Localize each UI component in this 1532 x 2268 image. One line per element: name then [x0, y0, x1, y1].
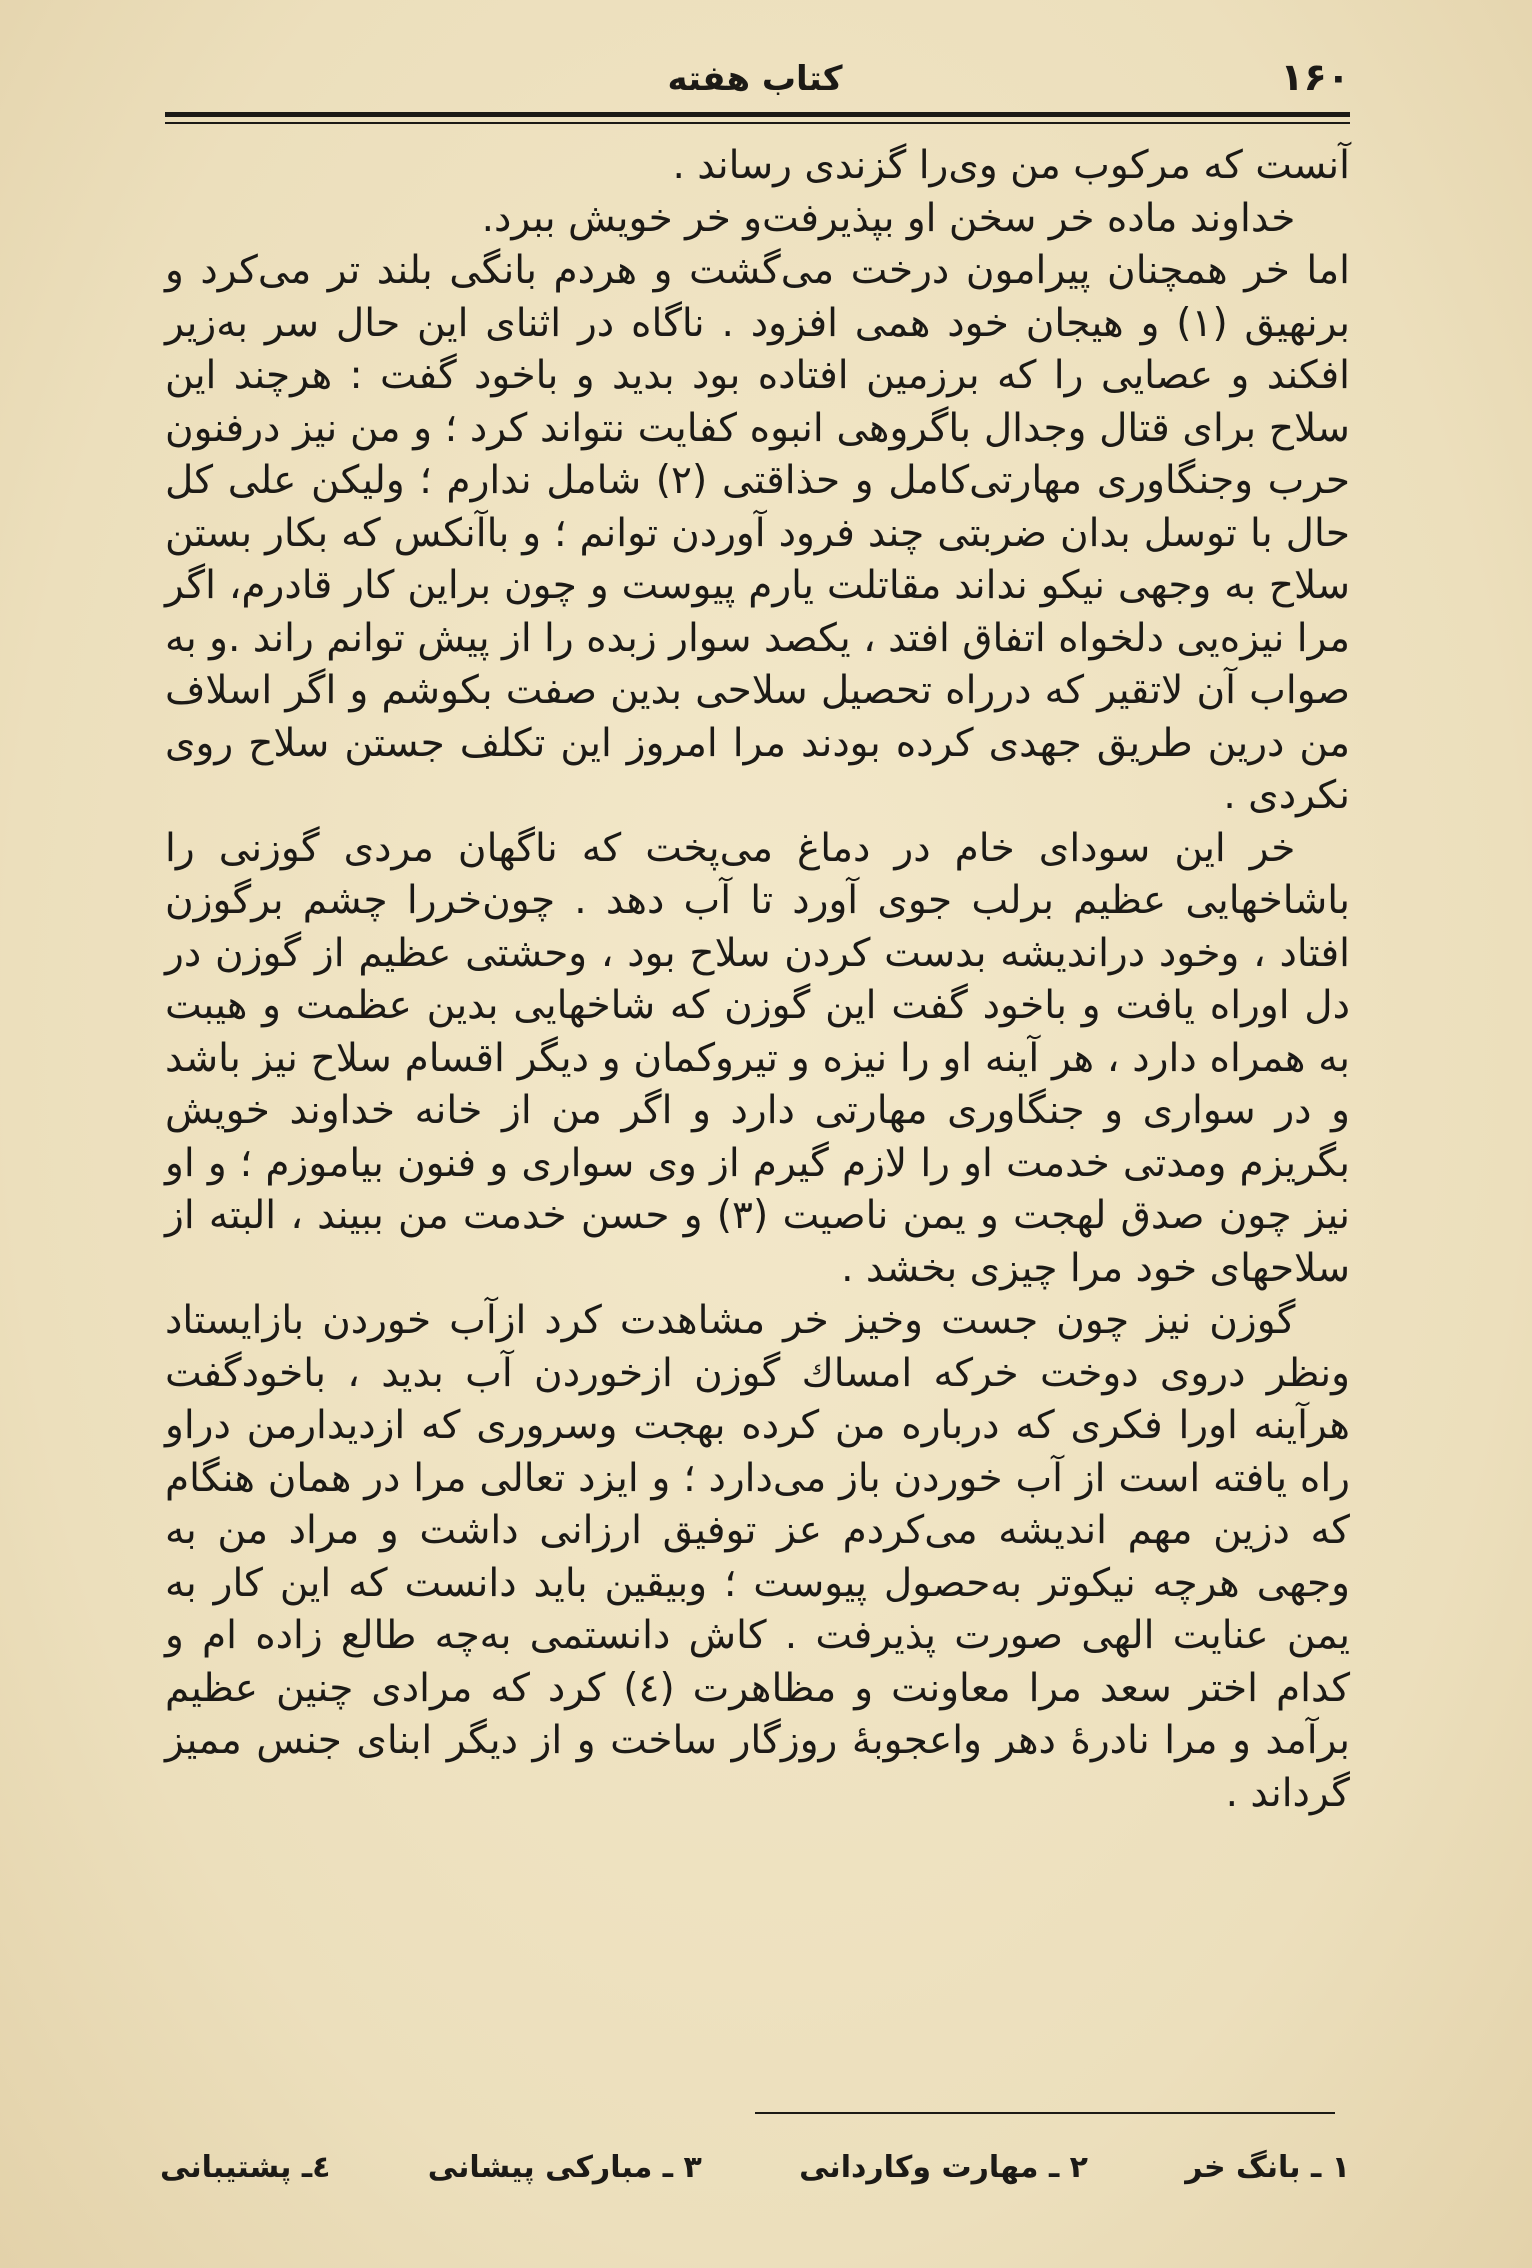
paragraph: خداوند ماده خر سخن او بپذیرفت‌و خر خویش ببرد.	[481, 195, 1296, 241]
header-rule-thick	[165, 112, 1350, 117]
page-number: ۱۶۰	[1280, 55, 1350, 99]
paragraph: اما خر همچنان پیرامون درخت می‌گشت و هردم بانگی بلند تر می‌کرد و برنهیق (۱) و هیجان خود همی افزود . ناگاه در اثنای این حال سر به‌زیر افکند و عصایی را که برزمین افتاده بود بدید و باخود گفت : هرچند این سلاح برای قتال وجدال باگروهی انبوه کفایت نتواند کرد ؛ و من نیز درفنون حرب وجنگاوری مهارتی‌کامل و حذاقتی (۲) شامل ندارم ؛ ولیکن علی کل حال با توسل بدان ضربتی چند فرود آوردن توانم ؛ و باآنکس که بکار بستن سلاح به وجهی نیکو نداند مقاتلت یارم پیوست و چون براین کار قادرم، اگر مرا نیزه‌یی دلخواه اتفاق افتد ، یکصد سوار زبده را از پیش توانم راند .و به صواب آن لاتقیر که درراه تحصیل سلاحی بدین صفت بکوشم و اگر اسلاف من درین طریق جهدی کرده بودند مرا امروز این تکلف جستن سلاح روی نکردی .	[165, 248, 1351, 818]
paragraph: گوزن نیز چون جست وخیز خر مشاهدت کرد ازآب خوردن بازایستاد ونظر دروی دوخت خرکه امساك گوزن ازخوردن آب بدید ، باخودگفت هرآینه اورا فکری که درباره من کرده بهجت وسروری که ازدیدارمن دراو راه یافته است از آب خوردن باز می‌دارد ؛ و ایزد تعالی مرا در همان هنگام که دزین مهم اندیشه می‌کردم عز توفیق ارزانی داشت و مراد من به وجهی هرچه نیکوتر به‌حصول پیوست ؛ وبیقین باید دانست که این کار به یمن عنایت الهی صورت پذیرفت . کاش دانستمی به‌چه طالع زاده ام و کدام اختر سعد مرا معاونت و مظاهرت (٤) کرد که مرادی چنین عظیم برآمد و مرا نادرهٔ دهر واعجوبهٔ روزگار ساخت و از دیگر ابنای جنس ممیز گرداند .	[165, 1298, 1351, 1816]
footnotes	[160, 2150, 1350, 2200]
footnote: ۳ ـ مبارکی پیشانی	[427, 2150, 702, 2185]
body-text	[165, 140, 1350, 1820]
running-title: کتاب هفته	[667, 59, 843, 99]
paragraph: آنست که مرکوب من وی‌را گزندی رساند .	[672, 143, 1350, 188]
footnote-rule	[755, 2112, 1335, 2114]
page-header	[160, 55, 1350, 115]
footnote: ۲ ـ مهارت وکاردانی	[799, 2150, 1088, 2185]
footnote: ٤ـ پشتیبانی	[160, 2150, 331, 2185]
header-rule-thin	[165, 122, 1350, 124]
footnote: ۱ ـ بانگ خر	[1185, 2150, 1350, 2185]
paragraph: خر این سودای خام در دماغ می‌پخت که ناگهان مردی گوزنی را باشاخهایی عظیم برلب جوی آورد تا آب دهد . چون‌خر‌را چشم برگوزن افتاد ، وخود دراندیشه بدست کردن سلاح بود ، وحشتی عظیم از گوزن در دل اوراه یافت و باخود گفت این گوزن که شاخهایی بدین عظمت و هیبت به همراه دارد ، هر آینه او را نیزه و تیروکمان و دیگر اقسام سلاح نیز باشد و در سواری و جنگاوری مهارتی دارد و اگر من از خانه خداوند خویش بگریزم ومدتی خدمت او را لازم گیرم از وی سواری و فنون بیاموزم ؛ و او نیز چون صدق لهجت و یمن ناصیت (۳) و حسن خدمت من ببیند ، البته از سلاحهای خود مرا چیزی بخشد .	[165, 825, 1350, 1291]
